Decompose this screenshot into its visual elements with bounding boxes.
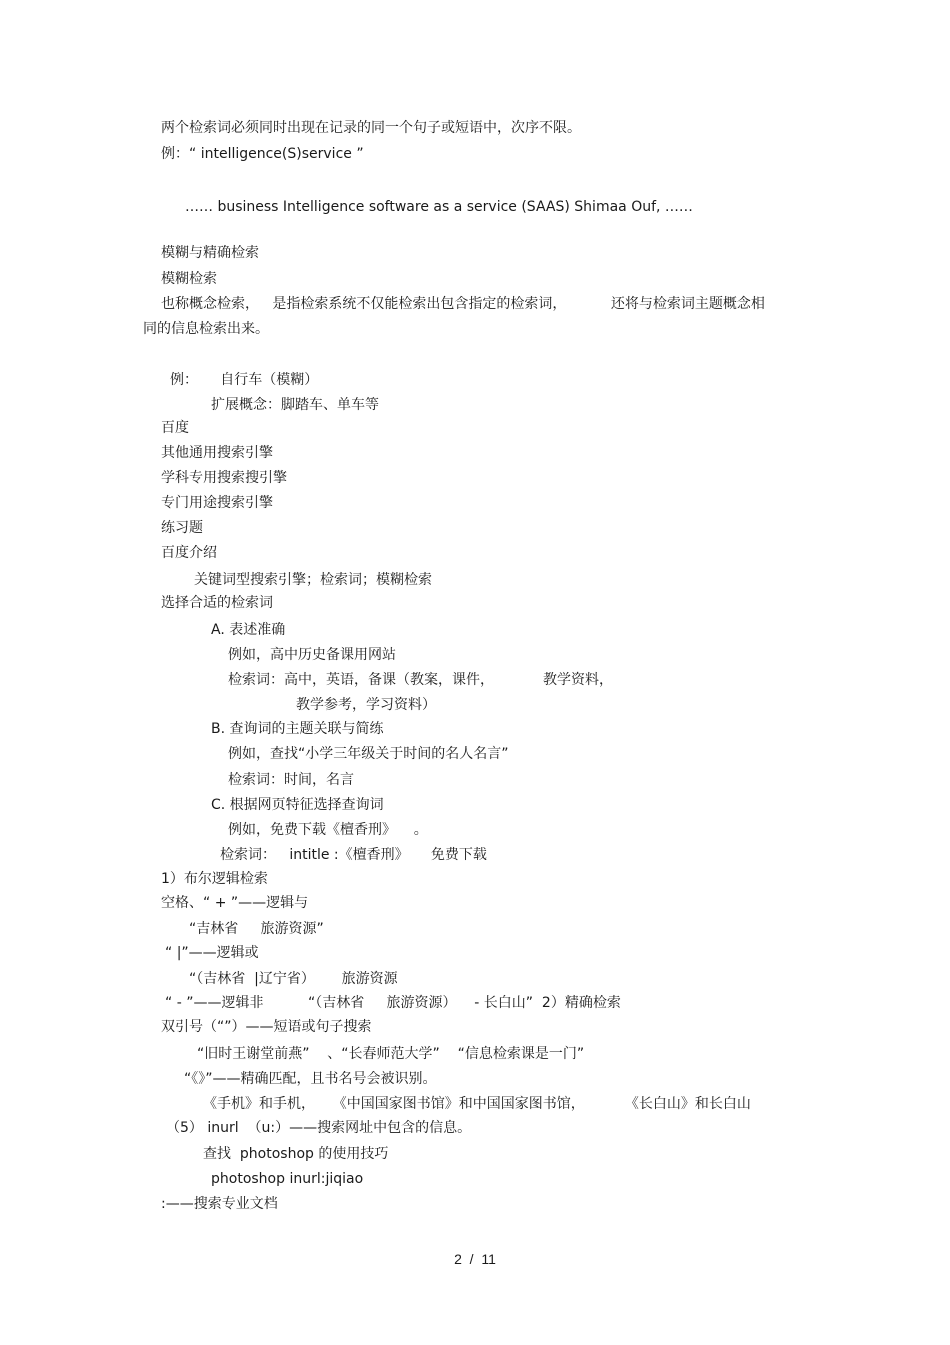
text-line: B. 查询词的主题关联与简练 — [211, 721, 384, 737]
text-line: 专门用途搜索引擎 — [161, 495, 273, 511]
text-line: “旧时王谢堂前燕” 、“长春师范大学” “信息检索课是一门” — [197, 1046, 585, 1062]
text-line: 也称概念检索， 是指检索系统不仅能检索出包含指定的检索词， 还将与检索词主题概念相 — [161, 296, 765, 312]
text-line: :——搜索专业文档 — [161, 1196, 278, 1212]
text-line: 例如，高中历史备课用网站 — [228, 647, 396, 663]
text-line: 选择合适的检索词 — [161, 595, 273, 611]
text-line: “ |”——逻辑或 — [165, 945, 259, 961]
text-line: “《》”——精确匹配，且书名号会被识别。 — [184, 1071, 437, 1087]
text-line: 例：“ intelligence(S)service ” — [161, 146, 364, 162]
text-line: 练习题 — [161, 520, 203, 536]
text-line: 关键词型搜索引擎；检索词；模糊检索 — [194, 572, 432, 588]
text-line: 教学参考，学习资料） — [296, 697, 436, 713]
text-line: 空格、“ + ”——逻辑与 — [161, 895, 309, 911]
text-line: 学科专用搜索搜引擎 — [161, 470, 287, 486]
text-line: 两个检索词必须同时出现在记录的同一个句子或短语中，次序不限。 — [161, 120, 581, 136]
text-line: “（吉林省 |辽宁省） 旅游资源 — [189, 971, 398, 987]
text-line: 检索词： intitle :《檀香刑》 免费下载 — [220, 847, 487, 863]
page-number: 2 / 11 — [454, 1251, 496, 1267]
text-line: 查找 photoshop 的使用技巧 — [203, 1146, 389, 1162]
text-line: …… business Intelligence software as a service (SAAS) Shimaa Ouf, …… — [185, 199, 693, 215]
text-line: （5） inurl （u:）——搜索网址中包含的信息。 — [166, 1120, 472, 1136]
text-line: 百度 — [161, 420, 189, 436]
text-line: “吉林省 旅游资源” — [189, 921, 324, 937]
text-line: 百度介绍 — [161, 545, 217, 561]
text-line: 例如，查找“小学三年级关于时间的名人名言” — [228, 746, 509, 762]
text-line: 扩展概念：脚踏车、单车等 — [211, 397, 379, 413]
text-line: “ - ”——逻辑非 “（吉林省 旅游资源） - 长白山” 2）精确检索 — [165, 995, 621, 1011]
text-line: photoshop inurl:jiqiao — [211, 1171, 364, 1187]
text-line: 检索词：高中，英语，备课（教案，课件， 教学资料， — [228, 672, 613, 688]
text-line: 模糊与精确检索 — [161, 245, 259, 261]
text-line: 检索词：时间，名言 — [228, 772, 354, 788]
text-line: 例： 自行车（模糊） — [170, 372, 319, 388]
text-line: C. 根据网页特征选择查询词 — [211, 797, 384, 813]
text-line: 同的信息检索出来。 — [143, 321, 269, 337]
text-line: 其他通用搜索引擎 — [161, 445, 273, 461]
text-line: 例如，免费下载《檀香刑》 。 — [228, 822, 428, 838]
text-line: A. 表述准确 — [211, 622, 286, 638]
text-line: 模糊检索 — [161, 271, 217, 287]
text-line: 1）布尔逻辑检索 — [161, 871, 268, 887]
text-line: 双引号（“”）——短语或句子搜索 — [161, 1019, 372, 1035]
text-line: 《手机》和手机， 《中国国家图书馆》和中国国家图书馆， 《长白山》和长白山 — [203, 1096, 751, 1112]
